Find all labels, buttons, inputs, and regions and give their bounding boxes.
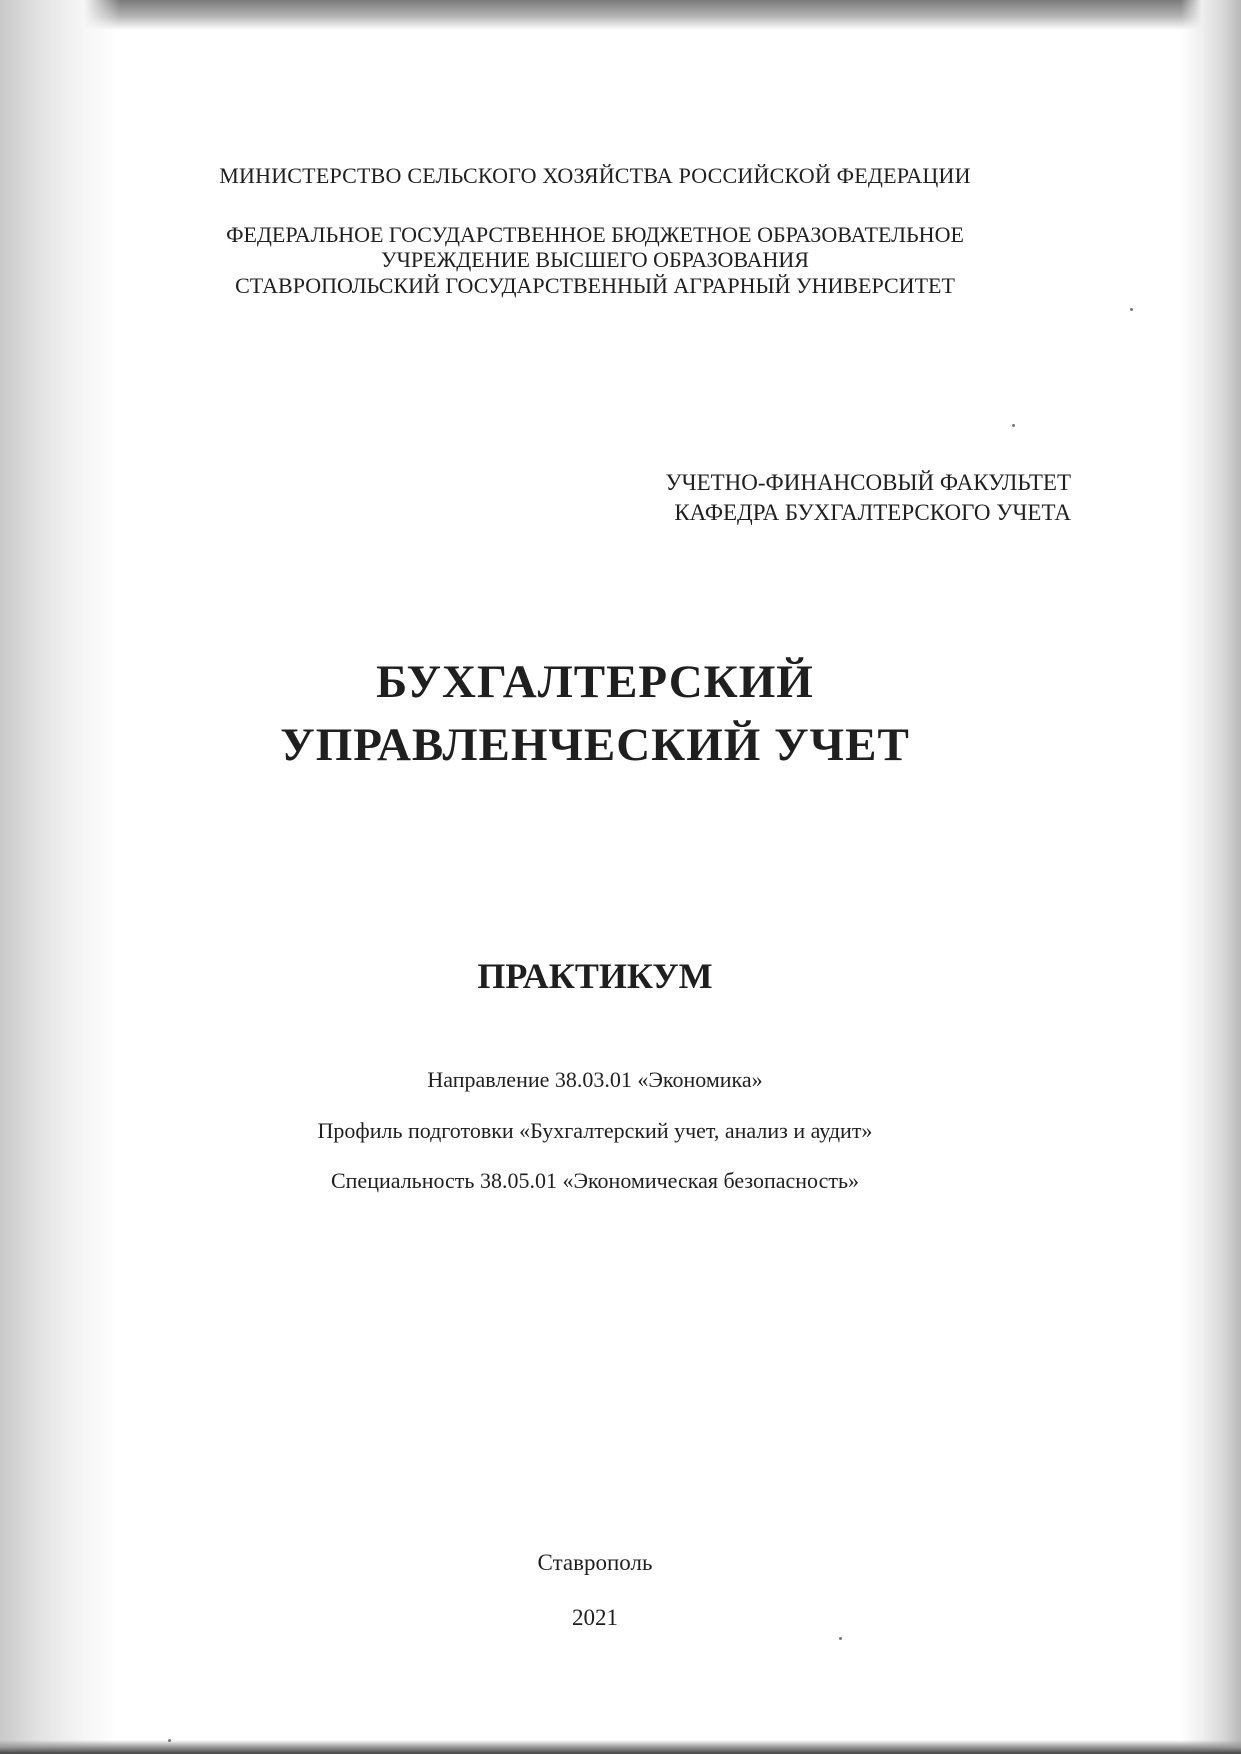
- document-subtitle: ПРАКТИКУМ: [477, 956, 713, 996]
- ministry-heading: МИНИСТЕРСТВО СЕЛЬСКОГО ХОЗЯЙСТВА РОССИЙСКОЙ ФЕДЕРАЦИИ: [219, 163, 971, 188]
- document-title-line-1: БУХГАЛТЕРСКИЙ: [376, 656, 814, 708]
- scan-speck: [839, 1637, 842, 1640]
- institution-line-1: ФЕДЕРАЛЬНОЕ ГОСУДАРСТВЕННОЕ БЮДЖЕТНОЕ ОБРАЗОВАТЕЛЬНОЕ: [226, 222, 964, 247]
- profile-text: Профиль подготовки «Бухгалтерский учет, анализ и аудит»: [317, 1118, 873, 1143]
- specialty-text: Специальность 38.05.01 «Экономическая безопасность»: [330, 1168, 860, 1193]
- city-name: Ставрополь: [537, 1550, 653, 1575]
- scan-speck: [1130, 308, 1133, 311]
- department-name: КАФЕДРА БУХГАЛТЕРСКОГО УЧЕТА: [674, 500, 1071, 525]
- publication-year: 2021: [572, 1605, 618, 1630]
- institution-line-2: УЧРЕЖДЕНИЕ ВЫСШЕГО ОБРАЗОВАНИЯ: [381, 247, 809, 272]
- scan-speck: [168, 1739, 171, 1742]
- document-title-line-2: УПРАВЛЕНЧЕСКИЙ УЧЕТ: [280, 719, 910, 771]
- direction-text: Направление 38.03.01 «Экономика»: [427, 1067, 763, 1092]
- faculty-name: УЧЕТНО-ФИНАНСОВЫЙ ФАКУЛЬТЕТ: [665, 470, 1071, 495]
- institution-line-3: СТАВРОПОЛЬСКИЙ ГОСУДАРСТВЕННЫЙ АГРАРНЫЙ УНИВЕРСИТЕТ: [235, 273, 955, 298]
- scan-speck: [1012, 424, 1015, 427]
